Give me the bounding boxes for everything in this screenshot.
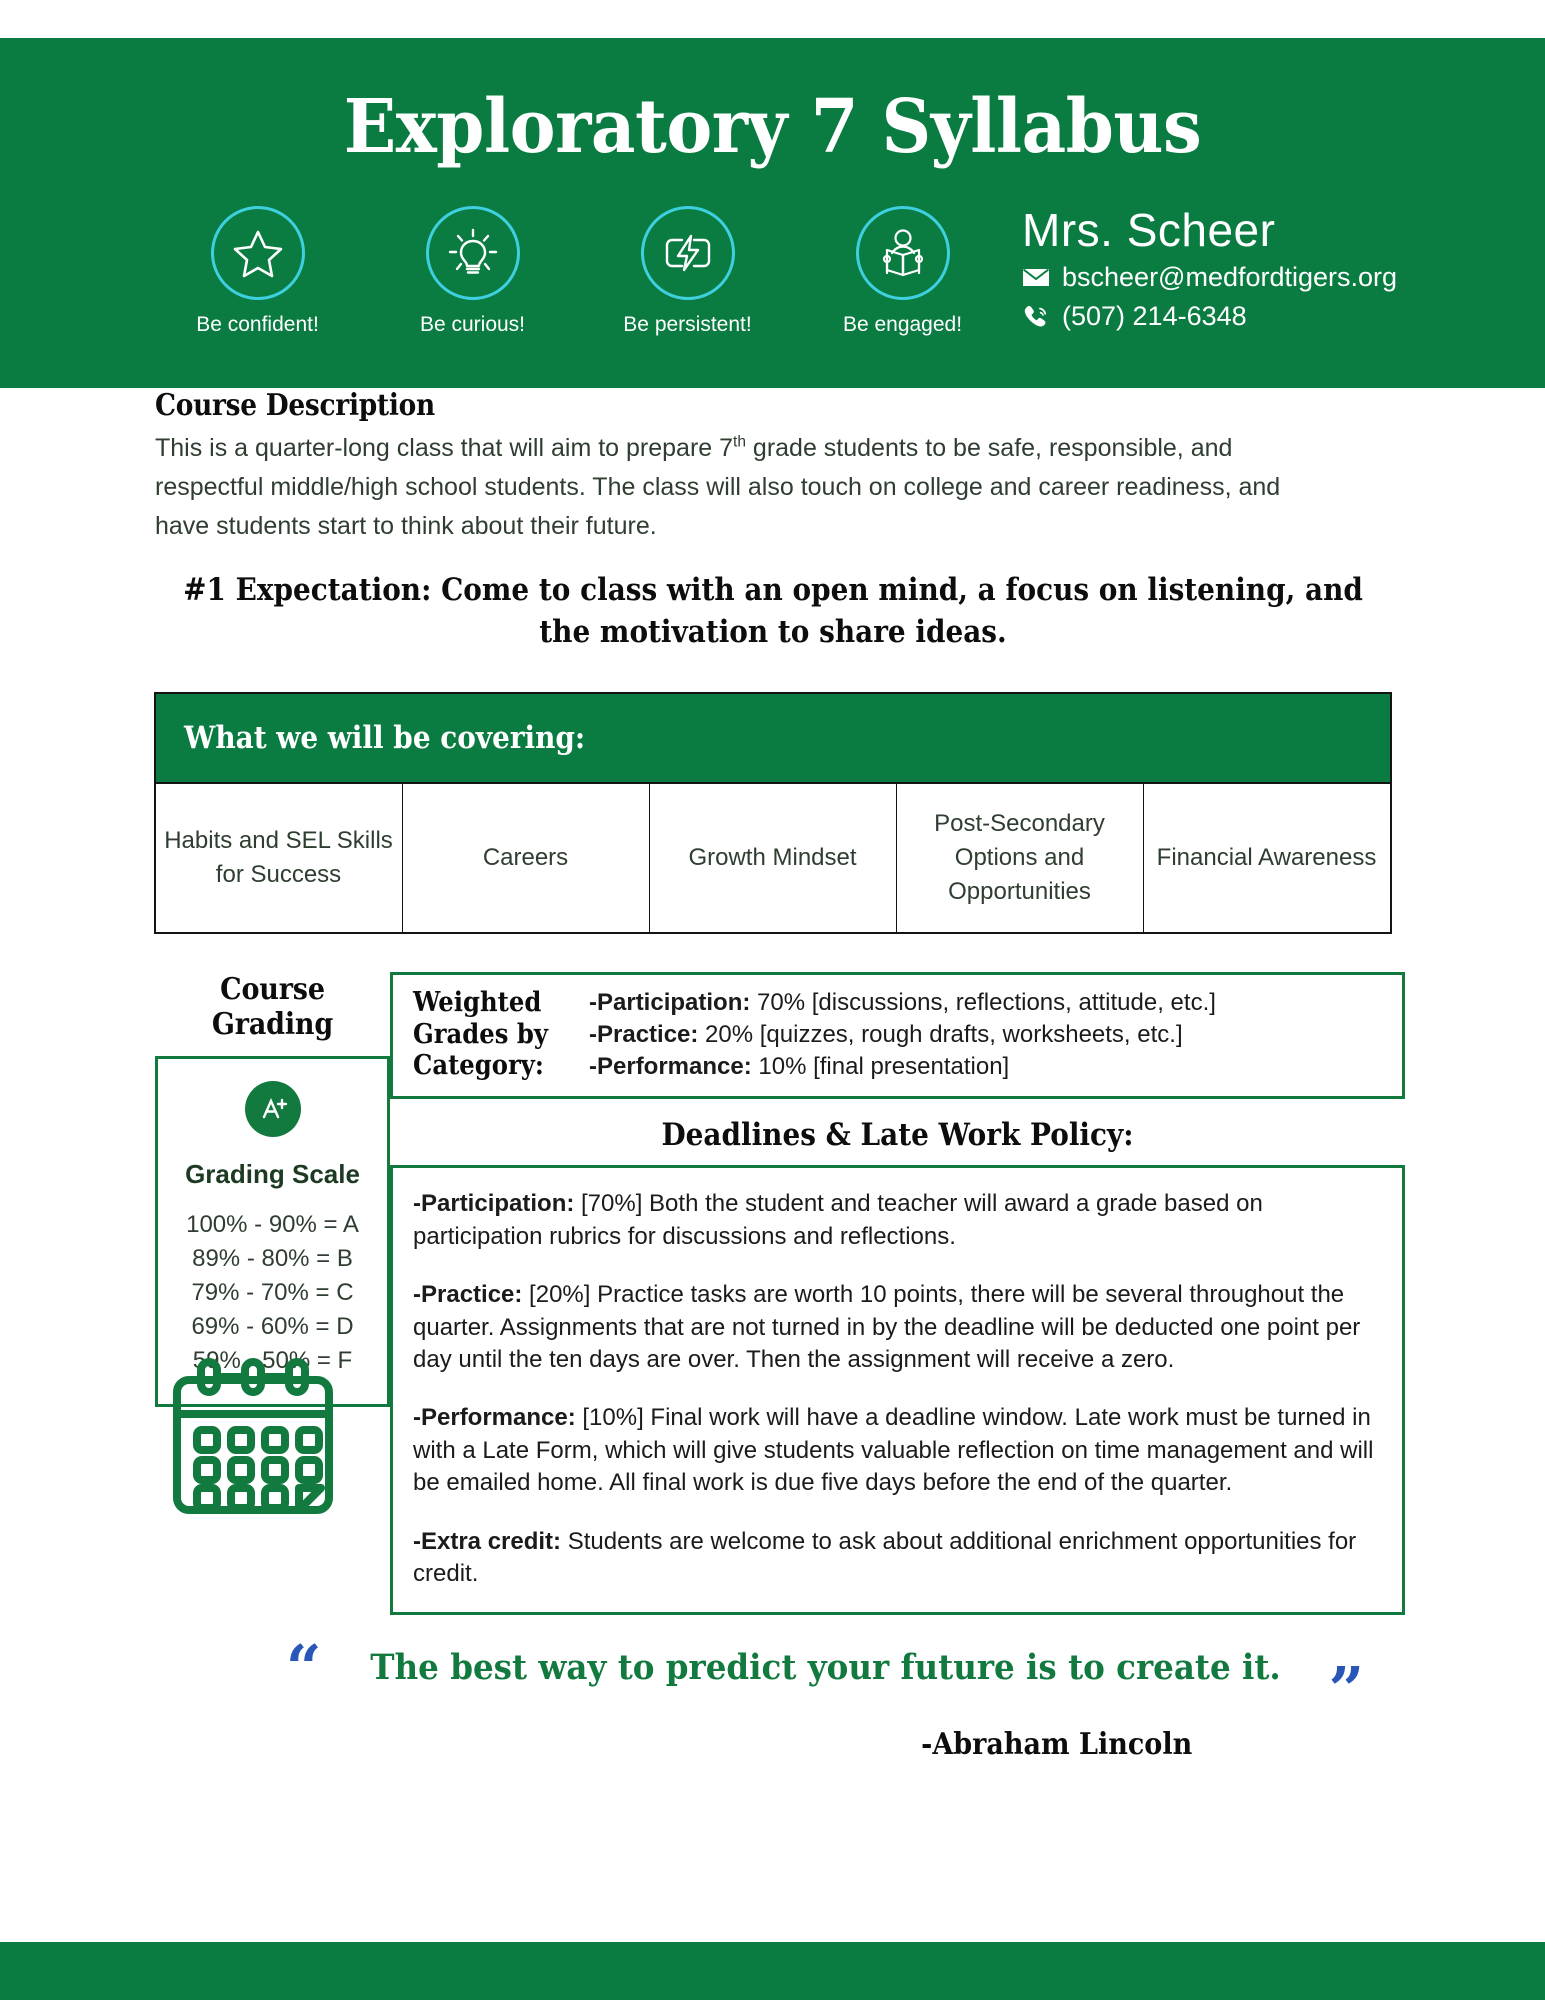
coverage-topic-cell: Growth Mindset [650, 784, 897, 932]
coverage-table [154, 692, 1392, 934]
teacher-name: Mrs. Scheer [1022, 204, 1276, 256]
coverage-topic-cell: Habits and SEL Skills for Success [156, 784, 403, 932]
weighted-grades-items [585, 987, 1216, 1083]
desc-ordinal-suffix: th [733, 433, 746, 451]
deadlines-policy-heading: Deadlines & Late Work Policy: [661, 1117, 1134, 1154]
grading-scale-list [168, 1208, 377, 1378]
value-item-persistent [580, 206, 795, 337]
email-text: bscheer@medfordtigers.org [1062, 262, 1398, 293]
policy-term: -Practice: [413, 1281, 523, 1309]
value-label: Be confident! [196, 313, 319, 336]
value-item-curious [365, 206, 580, 337]
value-label: Be curious! [419, 313, 526, 336]
weighted-item [589, 1051, 1216, 1083]
quote-open-mark: “ [285, 1631, 322, 1705]
policy-term: -Participation: [413, 1190, 575, 1218]
person-reading-icon [856, 206, 950, 300]
grade-badge-icon [245, 1081, 301, 1137]
weighted-label-line: Category: [413, 1050, 544, 1082]
policy-detail: [10%] Final work will have a deadline window. Late work must be turned in with a Late Form, which will give students valuable reflection on time management and will be emailed home. All final work is due five days before the end of the quarter. [413, 1404, 1374, 1497]
weighted-item-name: -Participation: [589, 988, 751, 1016]
coverage-topic-cell: Careers [403, 784, 650, 932]
course-description-heading: Course Description [155, 388, 435, 423]
quote-text: The best way to predict your future is to create it. [369, 1647, 1281, 1689]
value-label: Be persistent! [623, 313, 752, 336]
phone-text: (507) 214-6348 [1062, 301, 1247, 332]
weighted-item [589, 1019, 1216, 1051]
coverage-topic-cell: Post-Secondary Options and Opportunities [897, 784, 1144, 932]
policy-paragraph [413, 1526, 1380, 1591]
weighted-item [589, 987, 1216, 1019]
phone-line[interactable] [1022, 301, 1397, 332]
weighted-label-line: Grades by [413, 1018, 549, 1050]
deadlines-policy-box [390, 1165, 1405, 1615]
policy-paragraph [413, 1402, 1380, 1499]
weighted-grades-label [413, 987, 568, 1083]
coverage-topic-row [156, 782, 1390, 932]
header-row [0, 206, 1545, 337]
calendar-icon [163, 1354, 343, 1529]
course-description-text [155, 429, 1315, 546]
grading-and-policy-row [0, 972, 1545, 1616]
phone-icon [1022, 304, 1056, 330]
weighted-item-detail: 70% [discussions, reflections, attitude, etc.] [750, 988, 1216, 1016]
grading-scale-row: 100% - 90% = A [186, 1210, 359, 1238]
policy-term: -Performance: [413, 1404, 576, 1432]
weighted-item-name: -Performance: [589, 1052, 752, 1080]
quote-block [155, 1631, 1495, 1762]
email-line[interactable] [1022, 262, 1397, 293]
teacher-contact-block [1010, 206, 1397, 332]
quote-author: -Abraham Lincoln [921, 1726, 1193, 1762]
coverage-topic-cell: Financial Awareness [1156, 843, 1377, 871]
value-item-confident [150, 206, 365, 337]
weighted-item-detail: 10% [final presentation] [751, 1052, 1010, 1080]
grading-scale-row: 79% - 70% = C [191, 1278, 354, 1306]
value-item-engaged [795, 206, 1010, 337]
coverage-table-header [156, 694, 1390, 782]
value-label: Be engaged! [842, 313, 963, 336]
policy-term: -Extra credit: [413, 1527, 562, 1555]
weighted-item-detail: 20% [quizzes, rough drafts, worksheets, etc.] [698, 1020, 1183, 1048]
policy-detail: Students are welcome to ask about additional enrichment opportunities for credit. [413, 1527, 1357, 1587]
star-icon [211, 206, 305, 300]
class-values-list [0, 206, 1010, 337]
weighted-grades-box [390, 972, 1405, 1100]
quote-close-mark: ” [1328, 1653, 1365, 1727]
envelope-icon [1022, 267, 1056, 288]
page-footer-bar [0, 1942, 1545, 2000]
page-title: Exploratory 7 Syllabus [343, 84, 1202, 170]
battery-charging-icon [641, 206, 735, 300]
page-content [0, 388, 1545, 1762]
desc-part-1: This is a quarter-long class that will aim to prepare 7 [155, 434, 734, 462]
grading-scale-title: Grading Scale [185, 1158, 360, 1189]
coverage-heading: What we will be covering: [183, 719, 585, 756]
grading-scale-row: 59% - 50% = F [192, 1347, 353, 1374]
quote-line [155, 1631, 1495, 1727]
grading-scale-row: 89% - 80% = B [192, 1244, 353, 1272]
course-grading-heading: Course Grading [211, 971, 334, 1042]
expectation-statement: #1 Expectation: Come to class with an open mind, a focus on listening, and the motivation to share ideas. [182, 572, 1363, 650]
policy-detail: [70%] Both the student and teacher will award a grade based on participation rubrics for discussions and reflections. [413, 1190, 1263, 1250]
grading-scale-row: 69% - 60% = D [191, 1312, 354, 1340]
weighted-label-line: Weighted [413, 986, 542, 1018]
page-header [0, 38, 1545, 388]
desc-part-2: grade students to be safe, responsible, and respectful middle/high school students. The class will also touch on college and career readiness, and have students start to think about their future. [155, 434, 1281, 540]
policy-detail: [20%] Practice tasks are worth 10 points, there will be several throughout the quarter. Assignments that are not turned in by the deadline will be deducted one point per day until the ten days are over. Then the assignment will receive a zero. [413, 1281, 1361, 1373]
grading-right-column [390, 972, 1545, 1616]
lightbulb-icon [426, 206, 520, 300]
weighted-item-name: -Practice: [589, 1020, 699, 1048]
policy-paragraph [413, 1279, 1380, 1376]
policy-paragraph [413, 1188, 1380, 1253]
